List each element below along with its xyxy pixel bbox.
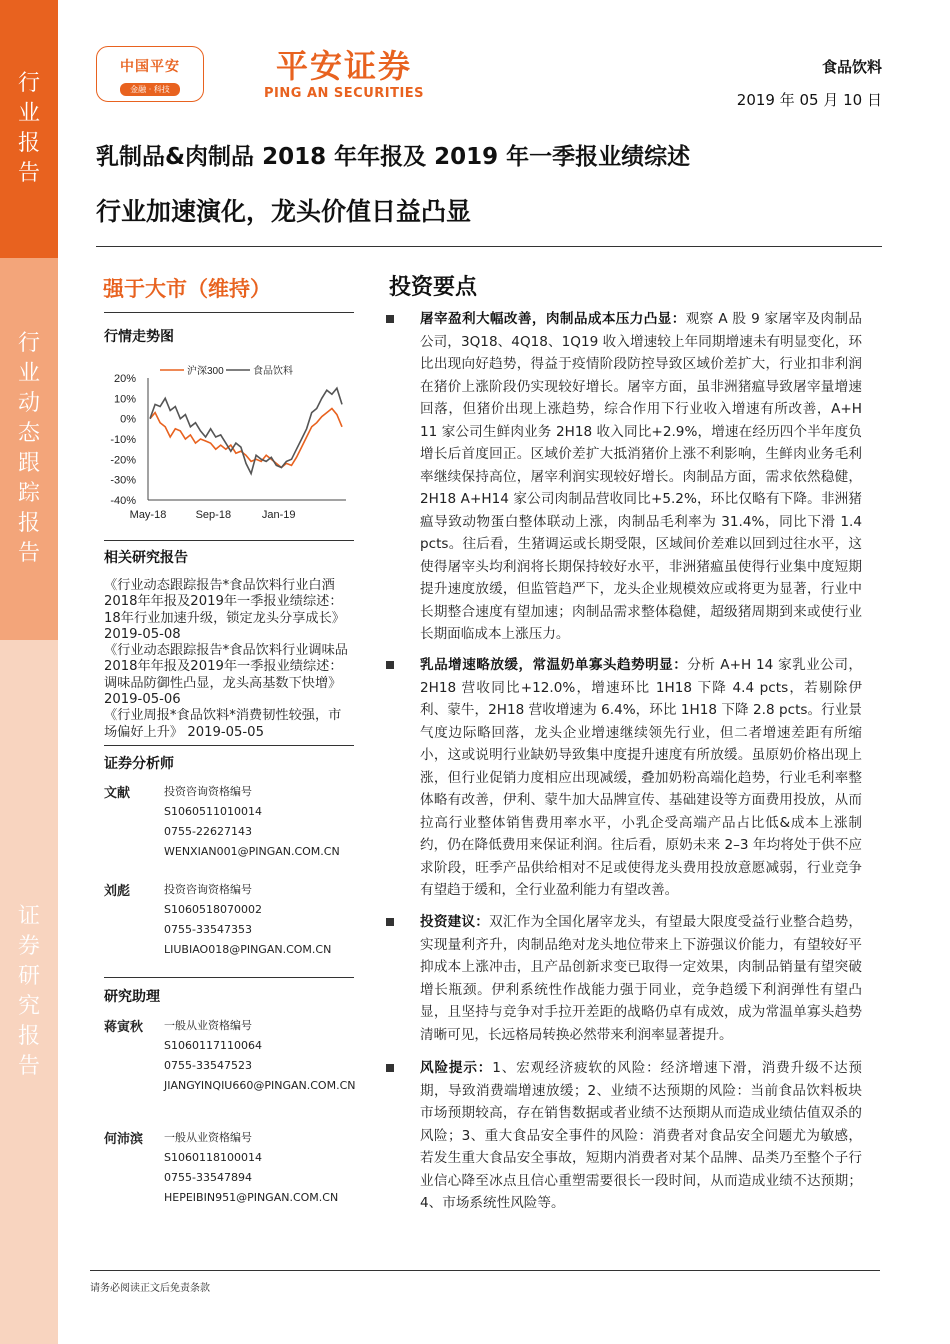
related-report-item[interactable]: 《行业动态跟踪报告*食品饮料行业白酒2018年年报及2019年一季报业绩综述：18年行业加速升级，锁定龙头分享成长》 2019-05-08 [104,578,345,642]
assistant-license: S1060118100014 [164,1151,262,1164]
assistants-title: 研究助理 [104,989,160,1005]
key-point-body: 1、宏观经济疲软的风险：经济增速下滑，消费升级不达预期，导致消费端增速放缓；2、业绩不达预期的风险：当前食品饮料板块市场预期较高，存在销售数据或者业绩不达预期从而造成业绩估值双杀的风险；3、重大食品安全事件的风险：消费者对食品安全问题尤为敏感，若发生重大食品安全事故，短期内消费者对某个品牌、品类乃至整个子行业信心降至冰点且信心重塑需要很长一段时间，从而造成业绩不达预期；4、市场系统性风险等。 [420,1060,863,1211]
analysts-title: 证券分析师 [104,756,174,772]
bullet-icon [386,315,394,323]
chart-y-tick-label: -30% [110,474,136,487]
chart-series-line-hs300 [150,409,342,468]
chart-x-tick-label: Jan-19 [261,509,296,521]
related-report-item[interactable]: 《行业动态跟踪报告*食品饮料行业调味品2018年年报及2019年一季报业绩综述：调味品防御性凸显，龙头高基数下快增》 2019-05-06 [104,643,348,708]
assistants-divider [104,977,354,978]
report-date: 2019 年 05 月 10 日 [736,91,882,109]
sidebar-block-industry-report [0,0,58,258]
key-point-body: 双汇作为全国化屠宰龙头，有望最大限度受益行业整合趋势，实现量利齐升，肉制品绝对龙头地位带来上下游强议价能力，有望较好平抑成本上涨冲击，且产品创新求变已取得一定效果，肉制品销量有望突破增长瓶颈。伊利系统性作战能力强于同业，竞争趋缓下利润弹性有望凸显，且坚持与竞争对手拉开差距的战略仍卓有成效，成为常温单寡头趋势清晰可见，长远格局转换必然带来利润率显著提升。 [420,914,863,1043]
analyst-qualification: 投资咨询资格编号 [164,785,252,798]
chart-x-tick-label: May-18 [129,509,167,521]
sector-label: 食品饮料 [821,58,882,76]
sidebar-text: 行业报告 [17,71,40,186]
bullet-icon [386,918,394,926]
assistant-license: S1060117110064 [164,1039,262,1052]
footer-divider [90,1270,880,1271]
chart-y-tick-label: -10% [110,434,136,446]
assistant-email[interactable]: HEPEIBIN951@PINGAN.COM.CN [164,1191,339,1204]
assistant-details [164,1016,356,1096]
chart-y-tick-label: -40% [110,495,136,507]
price-trend-chart [102,352,352,532]
pingan-group-logo-text: 中国平安 [120,59,180,75]
chart-y-tick-label: 10% [113,393,136,406]
key-point-body: 分析 A+H 14 家乳业公司，2H18 营收同比+12.0%，增速环比 1H18 下降 4.4 pcts，若剔除伊利、蒙牛，2H18 营收增速为 6.4%，环比 1H18 下降 2.8 pcts。行业景气度边际略回落，龙头企业增速继续领先行业，但二者增速差距有所缩小，这或说明行业缺奶导致集中度提升速度有所放缓。虽原奶价格出现上涨，但行业促销力度相应出现减缓，叠加奶粉高端化趋势，行业毛利率整体略有改善，伊利、蒙牛加大品牌宣传、基础建设等方面费用投放，从而拉高行业整体销售费用率水平，小乳企受高端产品占比低&成本上涨制约，仍在降低费用来保证利润。往后看，原奶未来 2–3 年均将处于供不应求阶段，旺季产品供给相对不足或使得龙头费用投放意愿减弱，行业竞争有望趋于缓和，全行业盈利能力有望改善。 [420,657,863,898]
key-point-lead: 投资建议： [420,914,490,930]
pingan-group-logo-sub: 金融 · 科技 [120,83,180,96]
sidebar-block-securities-research [0,640,58,1344]
analyst-email[interactable]: WENXIAN001@PINGAN.COM.CN [164,845,340,858]
related-reports-list [104,578,352,741]
assistant-qualification: 一般从业资格编号 [164,1019,252,1032]
pingan-securities-logo-en: PING AN SECURITIES [264,86,425,101]
sidebar-text: 行业动态跟踪报告 [17,331,40,566]
analyst-phone: 0755-22627143 [164,825,252,838]
pingan-securities-logo [264,46,424,101]
header-divider [96,246,882,247]
analyst-phone: 0755-33547353 [164,923,252,936]
key-point-lead: 乳品增速略放缓，常温奶单寡头趋势明显： [420,657,688,673]
analysts-divider [104,745,354,746]
key-point-body: 观察 A 股 9 家屠宰及肉制品公司，3Q18、4Q18、1Q19 收入增速较上年同期增速未有明显变化，环比出现向好趋势，得益于疫情阶段防控导致区域价差扩大，行业扣非利润在猪价上涨阶段仍实现较好增长。屠宰方面，虽非洲猪瘟导致屠宰量增速回落，但猪价出现上涨趋势，综合作用下行业收入增速有所改善，A+H 11 家公司生鲜肉业务 2H18 收入同比+2.9%，增速在经历四个半年度负增长后首度回正。区域价差扩大抵消猪价上涨不利影响，生鲜肉业务毛利率继续保持高位，屠宰利润实现较好增长。肉制品方面，需求依然稳健，2H18 A+H14 家公司肉制品营收同比+5.2%，环比仅略有下降。非洲猪瘟导致动物蛋白整体联动上涨，肉制品毛利率为 31.4%，同比下滑 1.4 pcts。往后看，生猪调运或长期受限，区域间价差难以回到过往水平，这使得屠宰头均利润将长期保持较好水平，非洲猪瘟虽使得行业集中度短期提升速度放缓，但监管趋严下，龙头企业规模效应或将更为显著，行业中长期整合速度有望加速；肉制品需求整体稳健，超级猪周期到来或使行业长期面临成本上涨压力。 [420,311,863,642]
key-point-item [386,1057,862,1215]
assistant-name: 何沛滨 [104,1132,144,1147]
chart-section-title: 行情走势图 [104,329,174,345]
assistant-qualification: 一般从业资格编号 [164,1131,252,1144]
chart-legend-label: 沪深300 [187,366,224,377]
sidebar-text: 证券研究报告 [17,904,40,1079]
report-subtitle: 行业加速演化，龙头价值日益凸显 [96,197,472,226]
analyst-name: 刘彪 [104,884,131,899]
analyst-email[interactable]: LIUBIAO018@PINGAN.COM.CN [164,943,332,956]
bullet-icon [386,1064,394,1072]
chart-y-tick-label: 0% [120,413,136,426]
bullet-icon [386,661,394,669]
assistant-details [164,1128,356,1208]
key-point-item [386,911,862,1046]
assistant-phone: 0755-33547894 [164,1171,252,1184]
report-title: 乳制品&肉制品 2018 年年报及 2019 年一季报业绩综述 [96,144,691,170]
analyst-license: S1060511010014 [164,805,262,818]
analyst-name: 文献 [104,786,131,801]
key-point-lead: 屠宰盈利大幅改善，肉制品成本压力凸显： [420,311,686,327]
key-points-title: 投资要点 [389,275,478,300]
related-reports-title: 相关研究报告 [104,550,188,566]
assistant-phone: 0755-33547523 [164,1059,252,1072]
analyst-details [164,880,356,960]
key-point-item [386,654,862,902]
footer-disclaimer: 请务必阅读正文后免责条款 [90,1283,210,1294]
analyst-qualification: 投资咨询资格编号 [164,883,252,896]
chart-y-tick-label: -20% [110,454,136,467]
assistant-name: 蒋寅秋 [104,1020,144,1035]
chart-x-tick-label: Sep-18 [195,509,232,521]
pingan-securities-logo-cn: 平安证券 [276,47,413,85]
rating-label: 强于大市（维持） [103,277,271,301]
sidebar-block-dynamic-tracking [0,258,58,640]
related-divider [104,540,354,541]
key-point-lead: 风险提示： [420,1060,493,1076]
rating-divider [104,312,354,313]
analyst-details [164,782,356,862]
related-report-item[interactable]: 《行业周报*食品饮料*消费韧性较强，市场偏好上升》 2019-05-05 [104,708,342,740]
chart-y-tick-label: 20% [113,373,136,385]
key-point-item [386,308,862,646]
assistant-email[interactable]: JIANGYINQIU660@PINGAN.COM.CN [164,1079,356,1092]
pingan-group-logo [96,46,204,102]
chart-legend-label: 食品饮料 [253,366,293,377]
analyst-license: S1060518070002 [164,903,262,916]
